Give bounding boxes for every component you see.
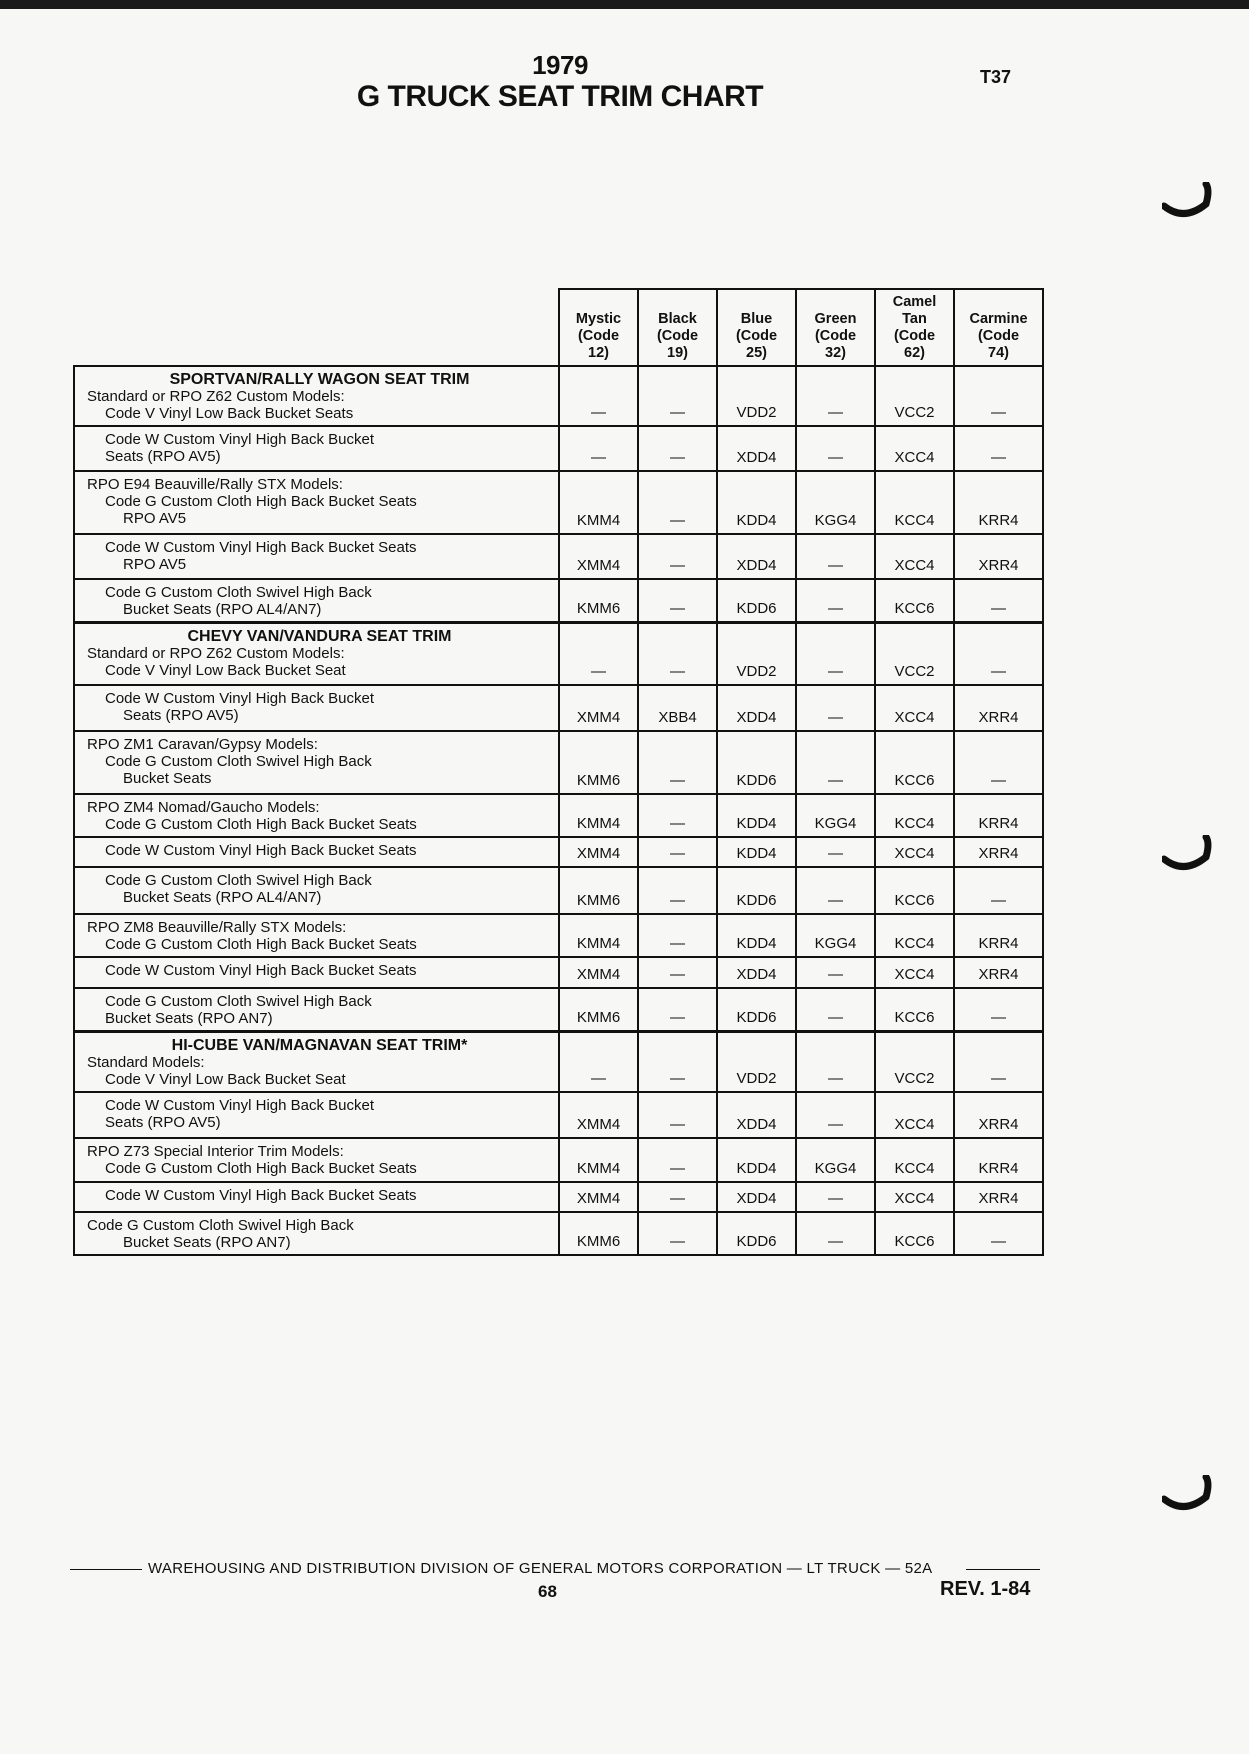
trim-code-cell: — [954, 988, 1043, 1032]
trim-code-cell: KRR4 [954, 914, 1043, 957]
trim-code-cell: KDD6 [717, 731, 796, 794]
trim-code-cell: XMM4 [559, 1092, 638, 1138]
trim-code-cell: — [796, 1212, 875, 1255]
description-line: Standard or RPO Z62 Custom Models: [87, 645, 345, 662]
description-line: Code G Custom Cloth High Back Bucket Seats [105, 493, 417, 510]
trim-code-cell: XDD4 [717, 534, 796, 579]
table-row [74, 731, 1043, 794]
description-line: Bucket Seats (RPO AN7) [123, 1233, 291, 1251]
binder-clip-icon [1162, 835, 1212, 875]
table-row [74, 957, 1043, 988]
trim-code-cell: — [954, 623, 1043, 685]
trim-code-cell: — [638, 957, 717, 988]
document-year: 1979 [532, 50, 588, 80]
trim-code-cell: — [796, 867, 875, 914]
binder-clip-icon [1162, 182, 1212, 222]
description-line: Code V Vinyl Low Back Bucket Seat [105, 662, 346, 679]
table-row [74, 794, 1043, 837]
trim-description [74, 867, 559, 914]
table-row [74, 837, 1043, 867]
description-line: RPO AV5 [123, 556, 187, 573]
trim-code-cell: — [638, 1138, 717, 1182]
column-header-carmine: Carmine (Code 74) [954, 289, 1043, 366]
trim-description [74, 426, 559, 471]
description-line: Seats (RPO AV5) [123, 706, 239, 724]
trim-code-cell: KDD6 [717, 867, 796, 914]
trim-code-cell: XRR4 [954, 1092, 1043, 1138]
trim-code-cell: KDD6 [717, 988, 796, 1032]
trim-description [74, 1138, 559, 1182]
column-header-green: Green (Code 32) [796, 289, 875, 366]
trim-code-cell: — [796, 1182, 875, 1212]
binder-clip-icon [1162, 1475, 1212, 1515]
trim-code-cell: XCC4 [875, 837, 954, 867]
trim-code-cell: KDD4 [717, 794, 796, 837]
trim-code-cell: VCC2 [875, 623, 954, 685]
trim-code-cell: XDD4 [717, 957, 796, 988]
seat-trim-table [73, 288, 1044, 1256]
table-row [74, 685, 1043, 731]
section-heading: HI-CUBE VAN/MAGNAVAN SEAT TRIM* [171, 1036, 468, 1054]
trim-code-cell: — [638, 1212, 717, 1255]
table-row [74, 1182, 1043, 1212]
table-row [74, 1092, 1043, 1138]
trim-code-cell: — [796, 623, 875, 685]
trim-code-cell: KMM4 [559, 471, 638, 534]
top-edge-bar [0, 0, 1249, 9]
trim-code-cell: KMM6 [559, 988, 638, 1032]
trim-code-cell: KCC6 [875, 988, 954, 1032]
description-line: Standard Models: [87, 1053, 205, 1071]
description-line: Code G Custom Cloth Swivel High Back [105, 871, 372, 889]
trim-code-cell: KMM6 [559, 1212, 638, 1255]
description-line: Code G Custom Cloth Swivel High Back [105, 752, 372, 770]
table-row [74, 623, 1043, 685]
trim-code-cell: — [559, 366, 638, 426]
table-row [74, 867, 1043, 914]
trim-code-cell: — [954, 579, 1043, 623]
trim-code-cell: KGG4 [796, 914, 875, 957]
trim-code-cell: KMM6 [559, 731, 638, 794]
description-line: Code W Custom Vinyl High Back Bucket Seats [105, 539, 417, 556]
trim-code-cell: — [796, 426, 875, 471]
trim-code-cell: KGG4 [796, 794, 875, 837]
trim-code-cell: — [954, 426, 1043, 471]
trim-description [74, 1212, 559, 1255]
trim-code-cell: XDD4 [717, 1182, 796, 1212]
trim-code-cell: KMM4 [559, 1138, 638, 1182]
trim-code-cell: KCC4 [875, 471, 954, 534]
trim-description [74, 988, 559, 1032]
trim-code-cell: XMM4 [559, 534, 638, 579]
trim-code-cell: — [638, 426, 717, 471]
trim-code-cell: KDD4 [717, 471, 796, 534]
description-line: Code V Vinyl Low Back Bucket Seat [105, 1070, 346, 1088]
table-row [74, 579, 1043, 623]
column-header-blue: Blue (Code 25) [717, 289, 796, 366]
trim-code-cell: XCC4 [875, 957, 954, 988]
description-line: Bucket Seats (RPO AN7) [105, 1009, 273, 1027]
trim-code-cell: KDD4 [717, 837, 796, 867]
description-line: Code G Custom Cloth High Back Bucket Seats [105, 1159, 417, 1177]
document-title: G TRUCK SEAT TRIM CHART [356, 80, 764, 113]
trim-code-cell: XBB4 [638, 685, 717, 731]
table-row [74, 988, 1043, 1032]
trim-code-cell: KMM4 [559, 794, 638, 837]
trim-description [74, 731, 559, 794]
trim-code-cell: — [796, 579, 875, 623]
trim-code-cell: — [796, 534, 875, 579]
page-code: T37 [980, 67, 1012, 87]
description-line: Bucket Seats (RPO AL4/AN7) [123, 601, 322, 618]
trim-code-cell: — [638, 1031, 717, 1092]
trim-description [74, 366, 559, 426]
trim-code-cell: KDD4 [717, 914, 796, 957]
description-line: Bucket Seats [123, 769, 212, 787]
trim-description [74, 685, 559, 731]
trim-code-cell: VCC2 [875, 366, 954, 426]
trim-code-cell: XCC4 [875, 1182, 954, 1212]
trim-code-cell: — [796, 837, 875, 867]
trim-description [74, 1182, 559, 1212]
trim-code-cell: KCC6 [875, 579, 954, 623]
trim-code-cell: — [638, 623, 717, 685]
description-line: Code V Vinyl Low Back Bucket Seats [105, 405, 354, 422]
trim-code-cell: VDD2 [717, 1031, 796, 1092]
trim-code-cell: KGG4 [796, 471, 875, 534]
description-line: RPO ZM4 Nomad/Gaucho Models: [87, 798, 320, 816]
trim-code-cell: — [559, 623, 638, 685]
trim-code-cell: KGG4 [796, 1138, 875, 1182]
footer-rule-left [70, 1569, 142, 1570]
trim-code-cell: — [638, 988, 717, 1032]
trim-code-cell: XDD4 [717, 685, 796, 731]
footer-rule-right [966, 1569, 1040, 1570]
description-line: Code W Custom Vinyl High Back Bucket Seats [105, 841, 417, 859]
table-row [74, 1031, 1043, 1092]
trim-description [74, 1031, 559, 1092]
trim-code-cell: XCC4 [875, 534, 954, 579]
table-row [74, 426, 1043, 471]
trim-code-cell: KMM6 [559, 867, 638, 914]
description-line: RPO E94 Beauville/Rally STX Models: [87, 476, 343, 493]
trim-code-cell: KMM6 [559, 579, 638, 623]
trim-code-cell: — [638, 867, 717, 914]
trim-code-cell: XMM4 [559, 685, 638, 731]
trim-code-cell: — [796, 957, 875, 988]
trim-description [74, 579, 559, 623]
trim-code-cell: KCC6 [875, 731, 954, 794]
description-line: RPO Z73 Special Interior Trim Models: [87, 1142, 344, 1160]
trim-code-cell: KRR4 [954, 1138, 1043, 1182]
trim-code-cell: XCC4 [875, 426, 954, 471]
trim-code-cell: — [954, 731, 1043, 794]
table-corner [74, 289, 559, 366]
description-line: RPO AV5 [123, 510, 187, 527]
trim-code-cell: — [796, 1031, 875, 1092]
table-row [74, 471, 1043, 534]
trim-code-cell: XRR4 [954, 957, 1043, 988]
trim-code-cell: XDD4 [717, 426, 796, 471]
trim-code-cell: XRR4 [954, 534, 1043, 579]
description-line: Code G Custom Cloth Swivel High Back [105, 584, 372, 601]
trim-description [74, 957, 559, 988]
table-row [74, 534, 1043, 579]
trim-code-cell: — [638, 1092, 717, 1138]
trim-code-cell: — [638, 366, 717, 426]
trim-code-cell: KCC4 [875, 1138, 954, 1182]
trim-code-cell: XMM4 [559, 957, 638, 988]
trim-code-cell: VCC2 [875, 1031, 954, 1092]
trim-code-cell: KRR4 [954, 794, 1043, 837]
trim-code-cell: — [954, 1031, 1043, 1092]
description-line: Code G Custom Cloth Swivel High Back [105, 992, 372, 1010]
trim-code-cell: — [638, 731, 717, 794]
trim-code-cell: KCC4 [875, 794, 954, 837]
trim-code-cell: XDD4 [717, 1092, 796, 1138]
description-line: Code G Custom Cloth High Back Bucket Seats [105, 815, 417, 833]
trim-code-cell: KDD6 [717, 579, 796, 623]
trim-code-cell: — [559, 1031, 638, 1092]
trim-code-cell: — [638, 837, 717, 867]
trim-description [74, 471, 559, 534]
description-line: RPO ZM1 Caravan/Gypsy Models: [87, 735, 318, 753]
column-header-camel-tan: Camel Tan (Code 62) [875, 289, 954, 366]
column-header-mystic: Mystic (Code 12) [559, 289, 638, 366]
trim-code-cell: KCC6 [875, 1212, 954, 1255]
trim-code-cell: — [796, 366, 875, 426]
trim-code-cell: — [954, 366, 1043, 426]
description-line: Code W Custom Vinyl High Back Bucket Seats [105, 961, 417, 979]
description-line: Seats (RPO AV5) [105, 1113, 221, 1131]
trim-code-cell: — [638, 1182, 717, 1212]
trim-code-cell: VDD2 [717, 366, 796, 426]
description-line: Code W Custom Vinyl High Back Bucket [105, 1096, 374, 1114]
section-heading: CHEVY VAN/VANDURA SEAT TRIM [187, 628, 452, 645]
trim-code-cell: KDD4 [717, 1138, 796, 1182]
trim-code-cell: — [796, 685, 875, 731]
trim-description [74, 837, 559, 867]
description-line: Code W Custom Vinyl High Back Bucket [105, 431, 374, 448]
trim-code-cell: — [796, 988, 875, 1032]
trim-code-cell: XMM4 [559, 837, 638, 867]
trim-code-cell: — [954, 867, 1043, 914]
trim-code-cell: — [638, 794, 717, 837]
trim-code-cell: — [638, 471, 717, 534]
description-line: RPO ZM8 Beauville/Rally STX Models: [87, 918, 347, 936]
trim-code-cell: — [796, 1092, 875, 1138]
trim-description [74, 1092, 559, 1138]
trim-code-cell: VDD2 [717, 623, 796, 685]
section-heading: SPORTVAN/RALLY WAGON SEAT TRIM [169, 371, 470, 388]
description-line: Code G Custom Cloth High Back Bucket Seats [105, 935, 417, 953]
table-row [74, 366, 1043, 426]
description-line: Bucket Seats (RPO AL4/AN7) [123, 888, 322, 906]
table-row [74, 914, 1043, 957]
trim-code-cell: XCC4 [875, 1092, 954, 1138]
description-line: Code G Custom Cloth Swivel High Back [87, 1216, 354, 1234]
trim-description [74, 914, 559, 957]
description-line: Standard or RPO Z62 Custom Models: [87, 388, 345, 405]
footer-text: WAREHOUSING AND DISTRIBUTION DIVISION OF GENERAL MOTORS CORPORATION — LT TRUCK — 52A [148, 1560, 933, 1577]
trim-code-cell: — [796, 731, 875, 794]
trim-code-cell: — [638, 914, 717, 957]
trim-code-cell: — [638, 579, 717, 623]
trim-description [74, 794, 559, 837]
table-row [74, 1138, 1043, 1182]
table-row [74, 1212, 1043, 1255]
column-header-black: Black (Code 19) [638, 289, 717, 366]
trim-code-cell: — [559, 426, 638, 471]
trim-code-cell: — [954, 1212, 1043, 1255]
page-number: 68 [538, 1582, 557, 1601]
description-line: Code W Custom Vinyl High Back Bucket [105, 689, 374, 707]
table-body [74, 366, 1043, 1255]
trim-code-cell: — [638, 534, 717, 579]
trim-code-cell: KRR4 [954, 471, 1043, 534]
description-line: Code W Custom Vinyl High Back Bucket Seats [105, 1186, 417, 1204]
trim-code-cell: KDD6 [717, 1212, 796, 1255]
trim-code-cell: XCC4 [875, 685, 954, 731]
trim-code-cell: XMM4 [559, 1182, 638, 1212]
description-line: Seats (RPO AV5) [105, 448, 221, 465]
trim-description [74, 623, 559, 685]
revision-label: REV. 1-84 [940, 1578, 1031, 1600]
trim-code-cell: KCC4 [875, 914, 954, 957]
trim-description [74, 534, 559, 579]
trim-code-cell: XRR4 [954, 1182, 1043, 1212]
trim-code-cell: KCC6 [875, 867, 954, 914]
trim-code-cell: XRR4 [954, 685, 1043, 731]
trim-code-cell: KMM4 [559, 914, 638, 957]
trim-code-cell: XRR4 [954, 837, 1043, 867]
